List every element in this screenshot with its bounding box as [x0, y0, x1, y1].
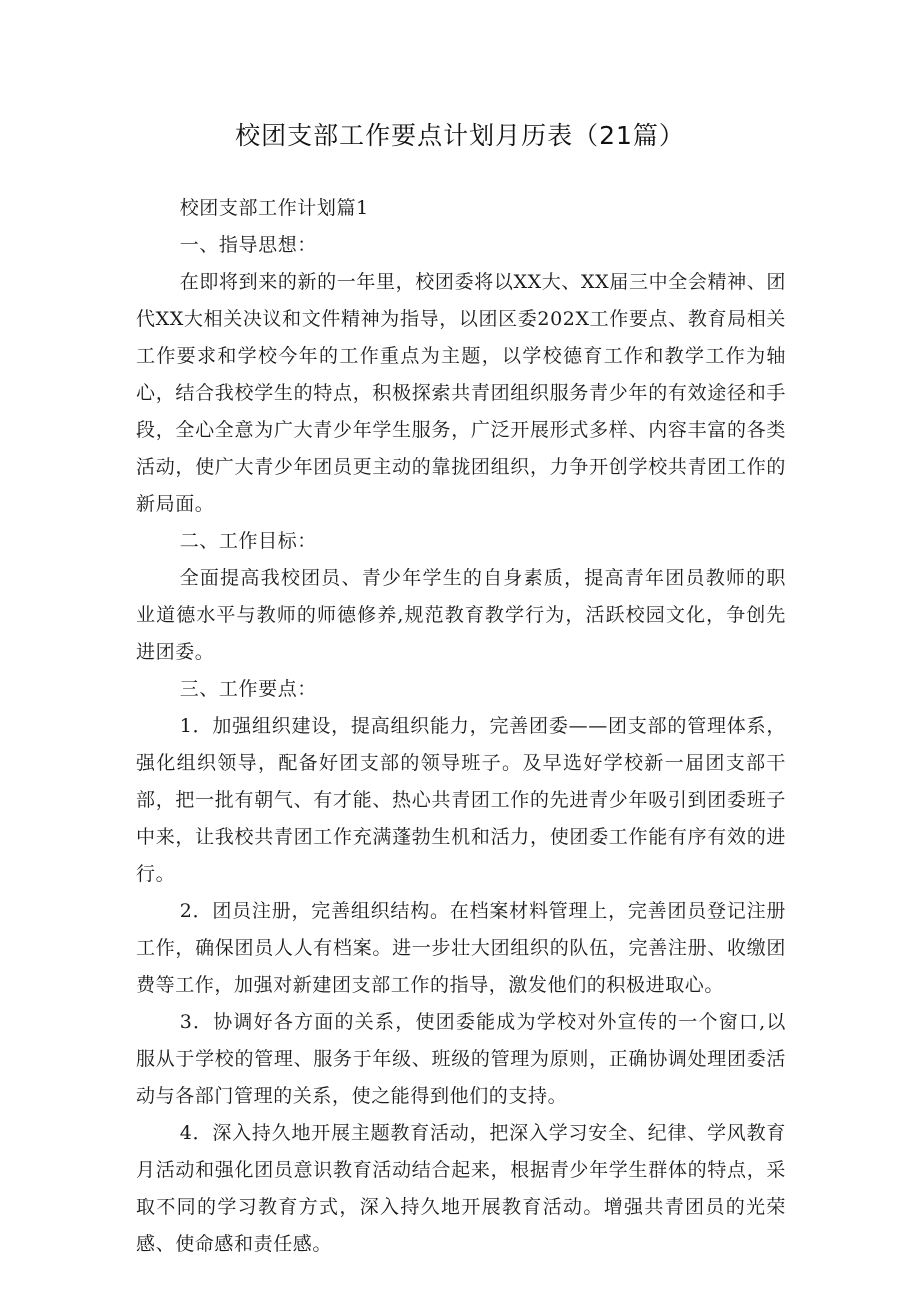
document-body [136, 190, 786, 1263]
heading-work-points: 三、工作要点： [179, 678, 317, 700]
paragraph-point-4: 4．深入持久地开展主题教育活动，把深入学习安全、纪律、学风教育月活动和强化团员意识教育活动结合起来，根据青少年学生群体的特点，采取不同的学习教育方式，深入持久地开展教育活动。增强共青团员的光荣感、使命感和责任感。 [136, 1122, 786, 1255]
paragraph-point-3: 3．协调好各方面的关系，使团委能成为学校对外宣传的一个窗口,以服从于学校的管理、服务于年级、班级的管理为原则，正确协调处理团委活动与各部门管理的关系，使之能得到他们的支持。 [136, 1011, 786, 1107]
paragraph-point-1: 1．加强组织建设，提高组织能力，完善团委——团支部的管理体系，强化组织领导，配备好团支部的领导班子。及早选好学校新一届团支部干部，把一批有朝气、有才能、热心共青团工作的先进青少年吸引到团委班子中来，让我校共青团工作充满蓬勃生机和活力，使团委工作能有序有效的进行。 [136, 715, 786, 885]
section-heading-article: 校团支部工作计划篇1 [179, 197, 369, 219]
paragraph-point-2: 2．团员注册，完善组织结构。在档案材料管理上，完善团员登记注册工作，确保团员人人有档案。进一步壮大团组织的队伍，完善注册、收缴团费等工作，加强对新建团支部工作的指导，激发他们的积极进取心。 [136, 900, 786, 996]
heading-work-goals: 二、工作目标： [179, 530, 317, 552]
heading-guiding-ideology: 一、指导思想： [179, 234, 317, 256]
paragraph-work-goals: 全面提高我校团员、青少年学生的自身素质，提高青年团员教师的职业道德水平与教师的师德修养,规范教育教学行为，活跃校园文化，争创先进团委。 [136, 567, 786, 663]
document-title: 校团支部工作要点计划月历表（21篇） [235, 121, 685, 150]
paragraph-guiding-ideology: 在即将到来的新的一年里，校团委将以XX大、XX届三中全会精神、团代XX大相关决议和文件精神为指导，以团区委202X工作要点、教育局相关工作要求和学校今年的工作重点为主题，以学校德育工作和教学工作为轴心，结合我校学生的特点，积极探索共青团组织服务青少年的有效途径和手段，全心全意为广大青少年学生服务，广泛开展形式多样、内容丰富的各类活动，使广大青少年团员更主动的靠拢团组织，力争开创学校共青团工作的新局面。 [136, 271, 786, 515]
